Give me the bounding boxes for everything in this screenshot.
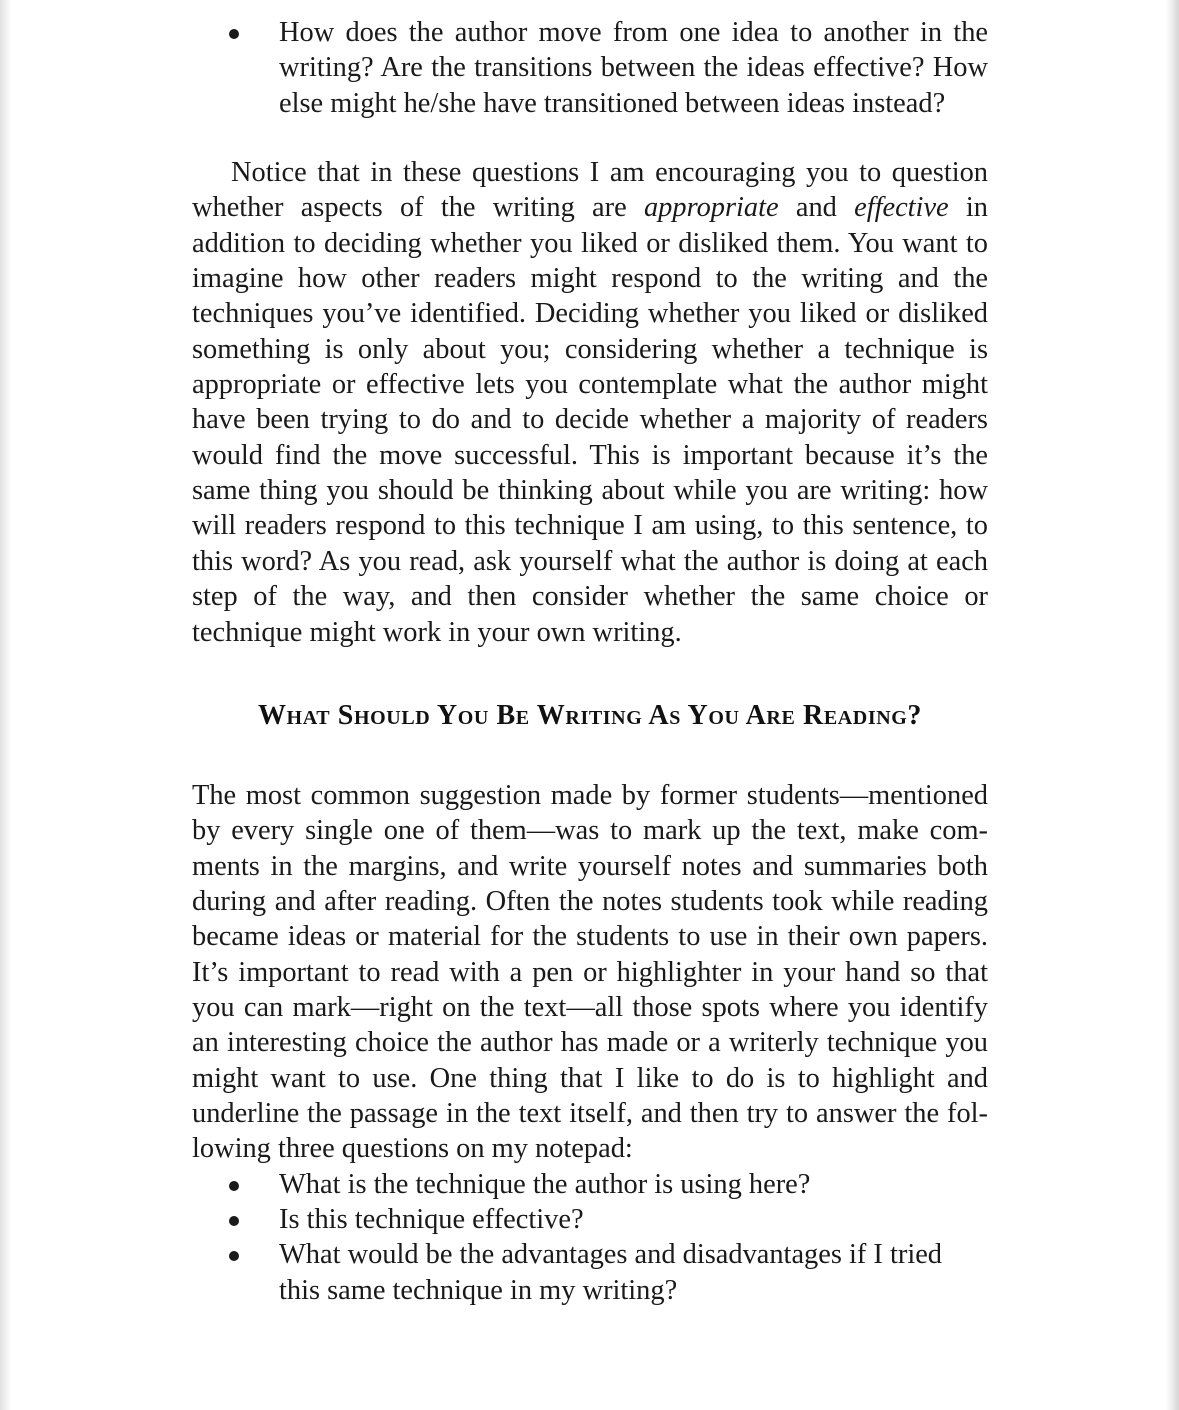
list-item (192, 1237, 988, 1308)
body-paragraph-notice (192, 155, 988, 650)
bullet-icon (229, 29, 239, 39)
list-item-text: What is the technique the author is using here? (279, 1168, 811, 1200)
list-item (192, 1167, 988, 1202)
paragraph-text: in addition to deciding whether you liked or disliked them. You want to imagine how other readers might respond to the writing and the techniques you’ve identified. Deciding whether you liked or disliked something is only about you; considering whether a technique is appropriate or effective lets you contemplate what the author might have been trying to do and to decide whether a majority of readers would find the move successful. This is important because it’s the same thing you should be thinking about while you are writing: how will readers respond to this technique I am using, to this sentence, to this word? As you read, ask yourself what the author is doing at each step of the way, and then consider whether the same choice or technique might work in your own writing. (192, 192, 988, 648)
bullet-icon (229, 1216, 239, 1226)
paragraph-text: Notice that in these questions I am encouraging you to question whether aspects of the writing are (192, 157, 988, 224)
bullet-icon (229, 1251, 239, 1261)
list-item-text: Is this technique effective? (279, 1203, 584, 1235)
body-paragraph-common-suggestion: The most common suggestion made by former students—mentioned by every single one of them—was to mark up the text, make comments in the margins, and write yourself notes and summaries both during and after reading. Often the notes students took while reading became ideas or material for the students to use in their own papers. It’s important to read with a pen or highlighter in your hand so that you can mark—right on the text—all those spots where you identify an interesting choice the author has made or a writerly technique you might want to use. One thing that I like to do is to highlight and underline the passage in the text itself, and then try to answer the following three questions on my notepad: (192, 779, 988, 1165)
emphasis-effective: effective (854, 192, 949, 224)
bottom-bullet-list (192, 1167, 988, 1308)
paragraph-text: and (778, 192, 855, 224)
section-heading: What Should You Be Writing As You Are Reading? (257, 699, 923, 731)
document-page (192, 15, 988, 1308)
page-left-edge (0, 0, 12, 1410)
emphasis-appropriate: appropriate (643, 192, 779, 224)
list-item-text: What would be the advantages and disadvantages if I tried this same technique in my writing? (279, 1239, 943, 1306)
list-item (192, 1202, 988, 1237)
list-item-text: How does the author move from one idea to another in the writing? Are the transitions between the ideas effective? How else might he/she have transitioned between ideas instead? (279, 17, 988, 119)
bullet-icon (229, 1181, 239, 1191)
page-right-edge (1166, 0, 1179, 1410)
top-bullet-list (192, 15, 988, 121)
list-item (192, 15, 988, 121)
